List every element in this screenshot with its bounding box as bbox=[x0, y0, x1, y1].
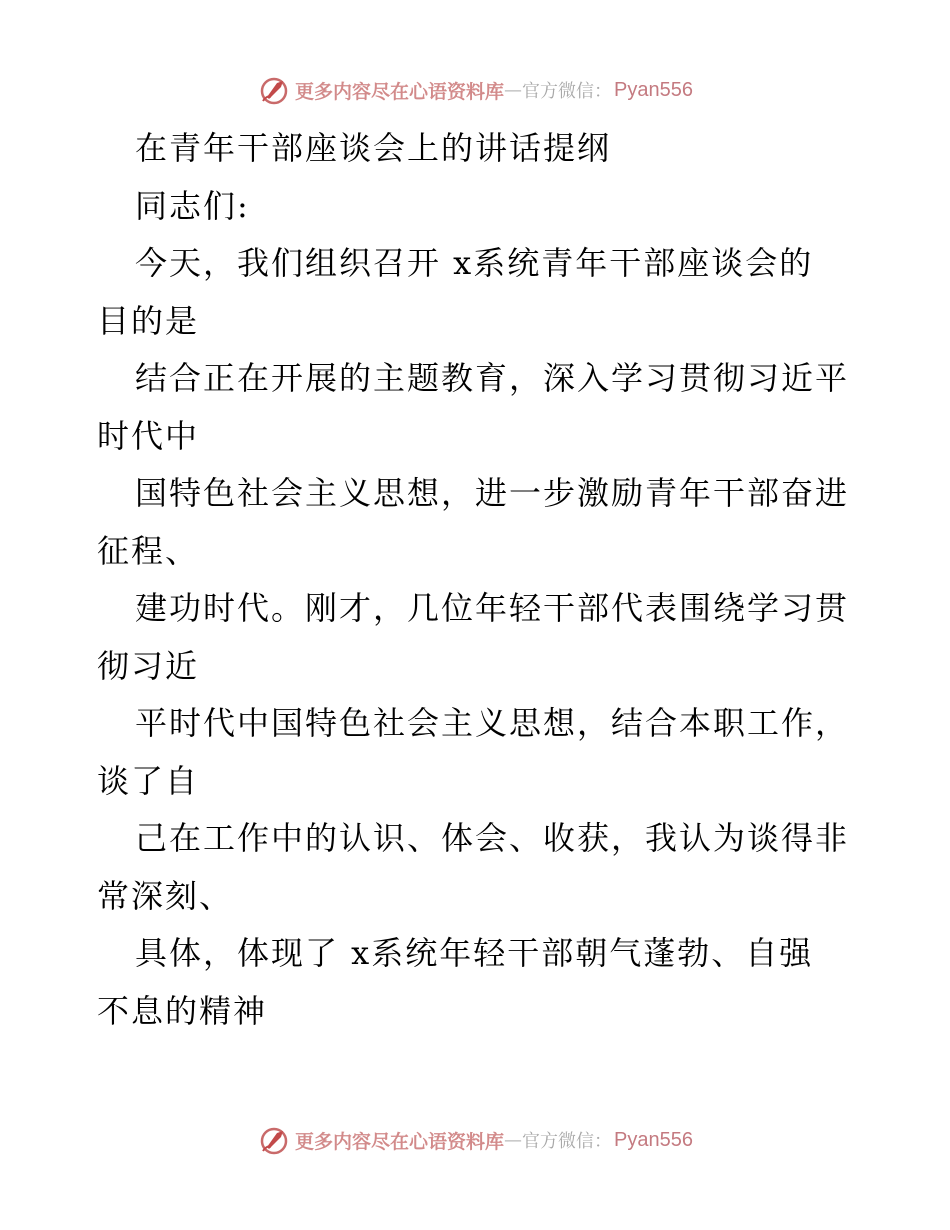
paragraph-line: 谈了自 bbox=[97, 761, 200, 800]
footer-watermark bbox=[0, 1120, 950, 1160]
paragraph-line: 国特色社会主义思想，进一步激励青年干部奋进 bbox=[135, 474, 850, 512]
document-title: 在青年干部座谈会上的讲话提纲 bbox=[135, 129, 612, 167]
header-watermark bbox=[0, 70, 950, 110]
watermark-dash: — bbox=[504, 79, 523, 101]
paragraph-line: 结合正在开展的主题教育，深入学习贯彻习近平 bbox=[135, 359, 850, 397]
watermark-sub-text: 官方微信： bbox=[522, 81, 613, 102]
watermark-sub-text: 官方微信： bbox=[522, 1131, 613, 1152]
watermark-main-text: 更多内容尽在心语资料库 bbox=[295, 1130, 505, 1153]
paragraph-line: 今天，我们组织召开 x系统青年干部座谈会的 bbox=[135, 244, 814, 282]
document-body bbox=[97, 120, 867, 1040]
paragraph-line: 时代中 bbox=[97, 416, 200, 455]
watermark-main-text: 更多内容尽在心语资料库 bbox=[295, 80, 505, 103]
pen-nib-logo-icon bbox=[257, 73, 291, 107]
watermark-wechat-id: Pyan556 bbox=[614, 78, 693, 101]
paragraph-line: 不息的精神 bbox=[97, 991, 268, 1030]
salutation: 同志们: bbox=[135, 186, 250, 225]
paragraph-line: 平时代中国特色社会主义思想，结合本职工作， bbox=[135, 704, 850, 742]
paragraph-line: 建功时代。刚才，几位年轻干部代表围绕学习贯 bbox=[135, 589, 850, 627]
paragraph-line: 常深刻、 bbox=[97, 876, 234, 915]
paragraph-line: 征程、 bbox=[97, 531, 200, 570]
pen-nib-logo-icon bbox=[257, 1123, 291, 1157]
paragraph-line: 彻习近 bbox=[97, 646, 200, 685]
paragraph-line: 目的是 bbox=[97, 301, 200, 340]
paragraph-line: 己在工作中的认识、体会、收获，我认为谈得非 bbox=[135, 819, 850, 857]
watermark-wechat-id: Pyan556 bbox=[614, 1128, 693, 1151]
paragraph-line: 具体，体现了 x系统年轻干部朝气蓬勃、自强 bbox=[135, 934, 814, 972]
watermark-dash: — bbox=[504, 1129, 523, 1151]
